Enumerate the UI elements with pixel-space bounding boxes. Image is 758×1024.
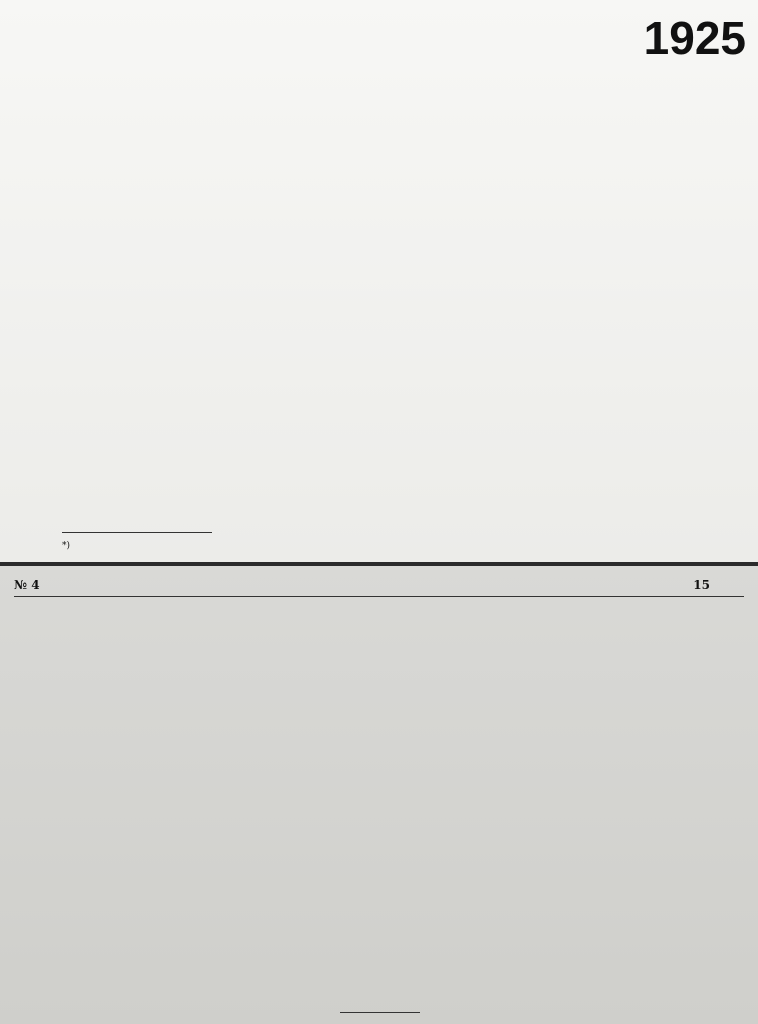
- footnote-divider: [62, 532, 212, 533]
- page-number: 15: [693, 578, 710, 592]
- title-footnote-marker: [568, 54, 602, 74]
- issue-number: № 4: [14, 578, 40, 592]
- lower-left-column: [14, 606, 384, 1018]
- lower-page: [0, 566, 758, 1024]
- upper-left-column: [62, 94, 380, 518]
- journal-masthead: [200, 4, 560, 46]
- running-header: [14, 574, 744, 597]
- journal-name: [244, 576, 514, 594]
- footnote: *): [62, 541, 71, 551]
- article-title: [150, 52, 600, 84]
- lower-right-column: [400, 612, 740, 988]
- end-divider: [340, 1012, 420, 1013]
- year-stamp: 1925: [643, 12, 746, 64]
- upper-right-column: [398, 88, 724, 558]
